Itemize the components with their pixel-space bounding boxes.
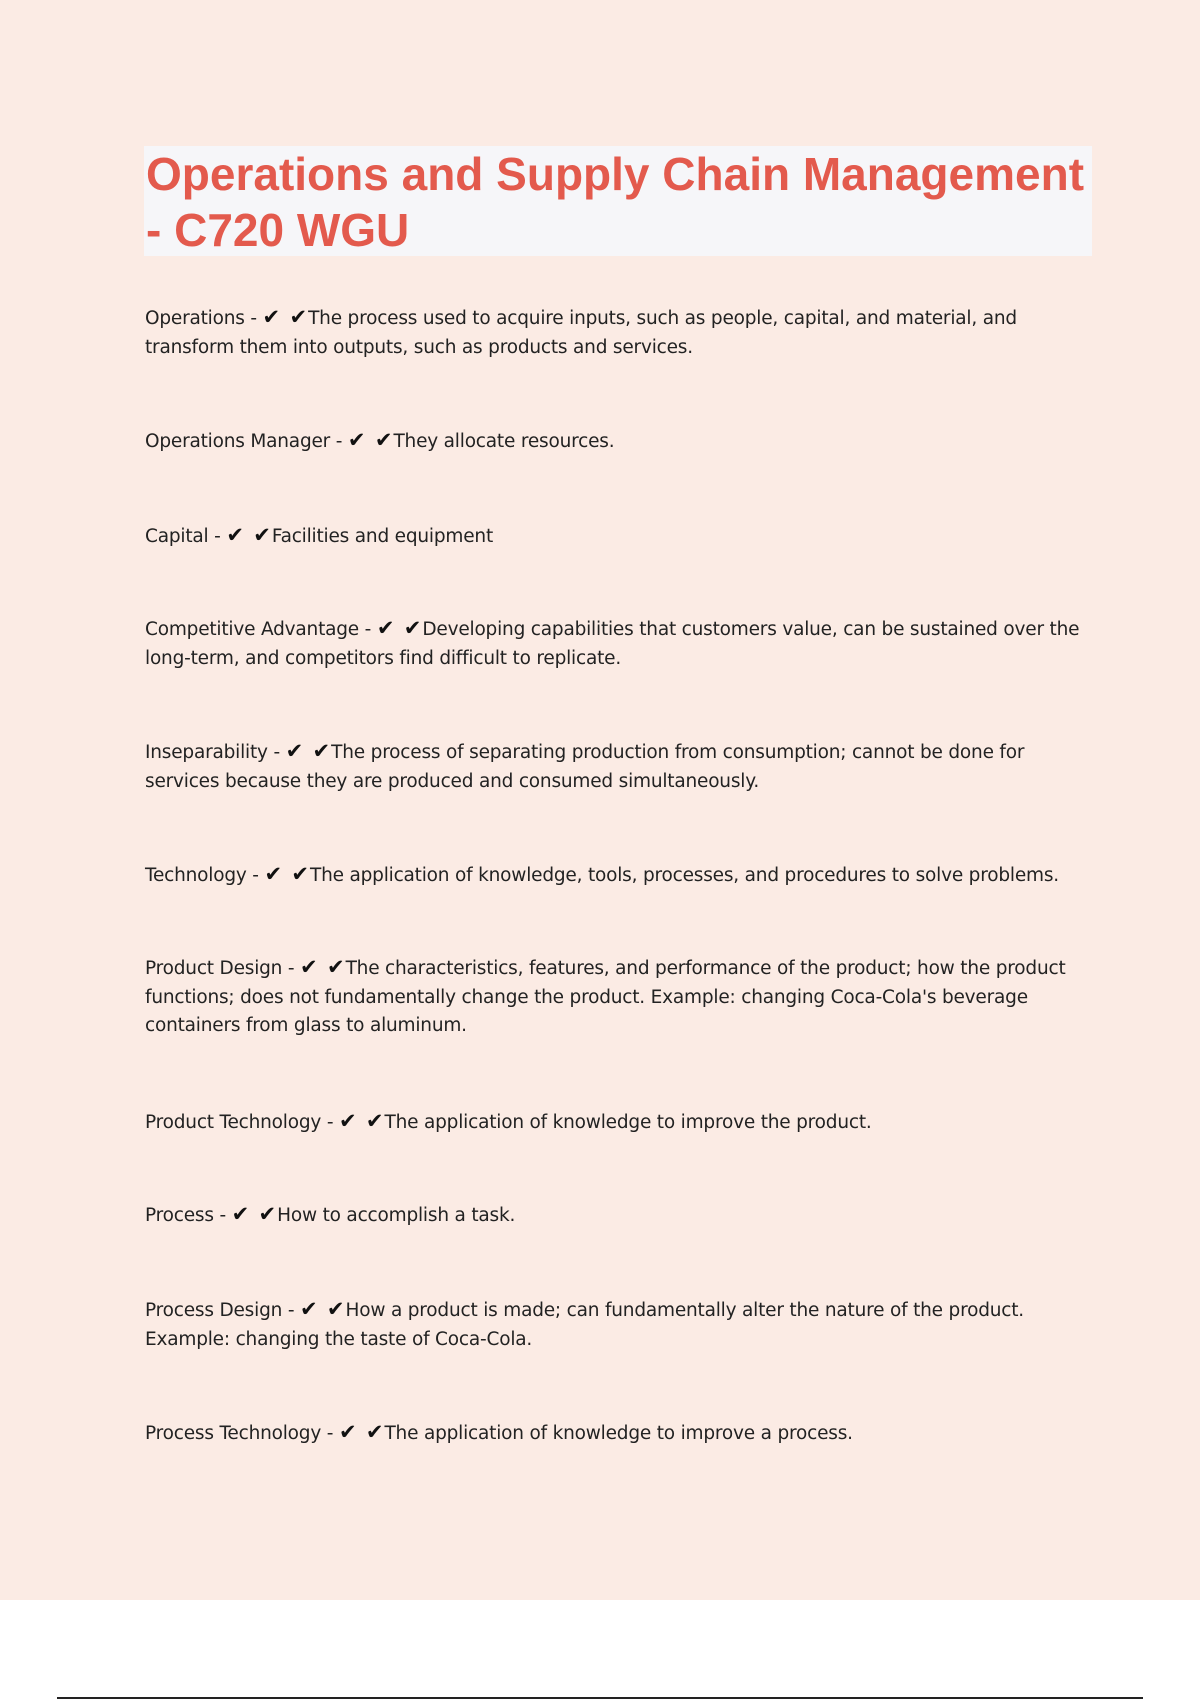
- entry-term: Product Design -: [145, 958, 301, 979]
- entry-term: Capital -: [145, 526, 227, 547]
- entry-term: Operations Manager -: [145, 431, 348, 452]
- check-mark-icon: ✔ ✔: [300, 955, 346, 979]
- definition-entry: [145, 1200, 1095, 1231]
- definition-entry: [145, 426, 1095, 457]
- definition-entry: [145, 1295, 1095, 1354]
- title-block: [144, 146, 1092, 256]
- footer-divider: [57, 1697, 1143, 1699]
- entry-term: Product Technology -: [145, 1112, 339, 1133]
- check-mark-icon: ✔ ✔: [285, 739, 332, 763]
- entry-definition: The application of knowledge, tools, processes, and procedures to solve problems.: [309, 865, 1059, 886]
- definition-entry: [145, 860, 1095, 891]
- entry-term: Technology -: [145, 865, 265, 886]
- check-mark-icon: ✔ ✔: [376, 616, 423, 640]
- entry-definition: Facilities and equipment: [271, 526, 493, 547]
- entry-term: Competitive Advantage -: [145, 619, 377, 640]
- entry-term: Process -: [145, 1205, 232, 1226]
- definition-entry: [145, 1107, 1095, 1138]
- entry-definition: The process used to acquire inputs, such as people, capital, and material, and transform them into outputs, such as products and services.: [145, 308, 1017, 358]
- entry-term: Inseparability -: [145, 742, 286, 763]
- entry-definition: The application of knowledge to improve a process.: [384, 1423, 853, 1444]
- check-mark-icon: ✔ ✔: [226, 523, 272, 547]
- document-title: Operations and Supply Chain Management - C720 WGU: [146, 148, 1085, 256]
- check-mark-icon: ✔ ✔: [339, 1109, 385, 1133]
- definition-entry: [145, 521, 1095, 552]
- entry-term: Process Design -: [145, 1300, 300, 1321]
- entry-definition: Developing capabilities that customers value, can be sustained over the long-term, and competitors find difficult to replicate.: [145, 619, 1080, 669]
- entry-definition: How a product is made; can fundamentally alter the nature of the product. Example: changing the taste of Coca-Cola.: [145, 1300, 1024, 1350]
- check-mark-icon: ✔ ✔: [231, 1202, 278, 1226]
- entry-term: Process Technology -: [145, 1423, 339, 1444]
- definition-entry: [145, 614, 1095, 673]
- check-mark-icon: ✔ ✔: [347, 428, 394, 452]
- check-mark-icon: ✔ ✔: [299, 1297, 346, 1321]
- entry-definition: The application of knowledge to improve the product.: [384, 1112, 872, 1133]
- entry-definition: The process of separating production from consumption; cannot be done for services because they are produced and consumed simultaneously.: [145, 742, 1025, 792]
- definition-entry: [145, 737, 1095, 796]
- entry-term: Operations -: [145, 308, 263, 329]
- definition-entry: [145, 1418, 1095, 1449]
- entry-definition: They allocate resources.: [393, 431, 615, 452]
- entry-definition: How to accomplish a task.: [277, 1205, 516, 1226]
- definition-entry: [145, 953, 1095, 1041]
- check-mark-icon: ✔ ✔: [262, 305, 309, 329]
- entry-definition: The characteristics, features, and performance of the product; how the product functions; does not fundamentally change the product. Example: changing Coca-Cola's beverage containers from glass to aluminum.: [145, 958, 1066, 1036]
- check-mark-icon: ✔ ✔: [264, 862, 310, 886]
- check-mark-icon: ✔ ✔: [338, 1420, 385, 1444]
- definition-entry: [145, 303, 1095, 362]
